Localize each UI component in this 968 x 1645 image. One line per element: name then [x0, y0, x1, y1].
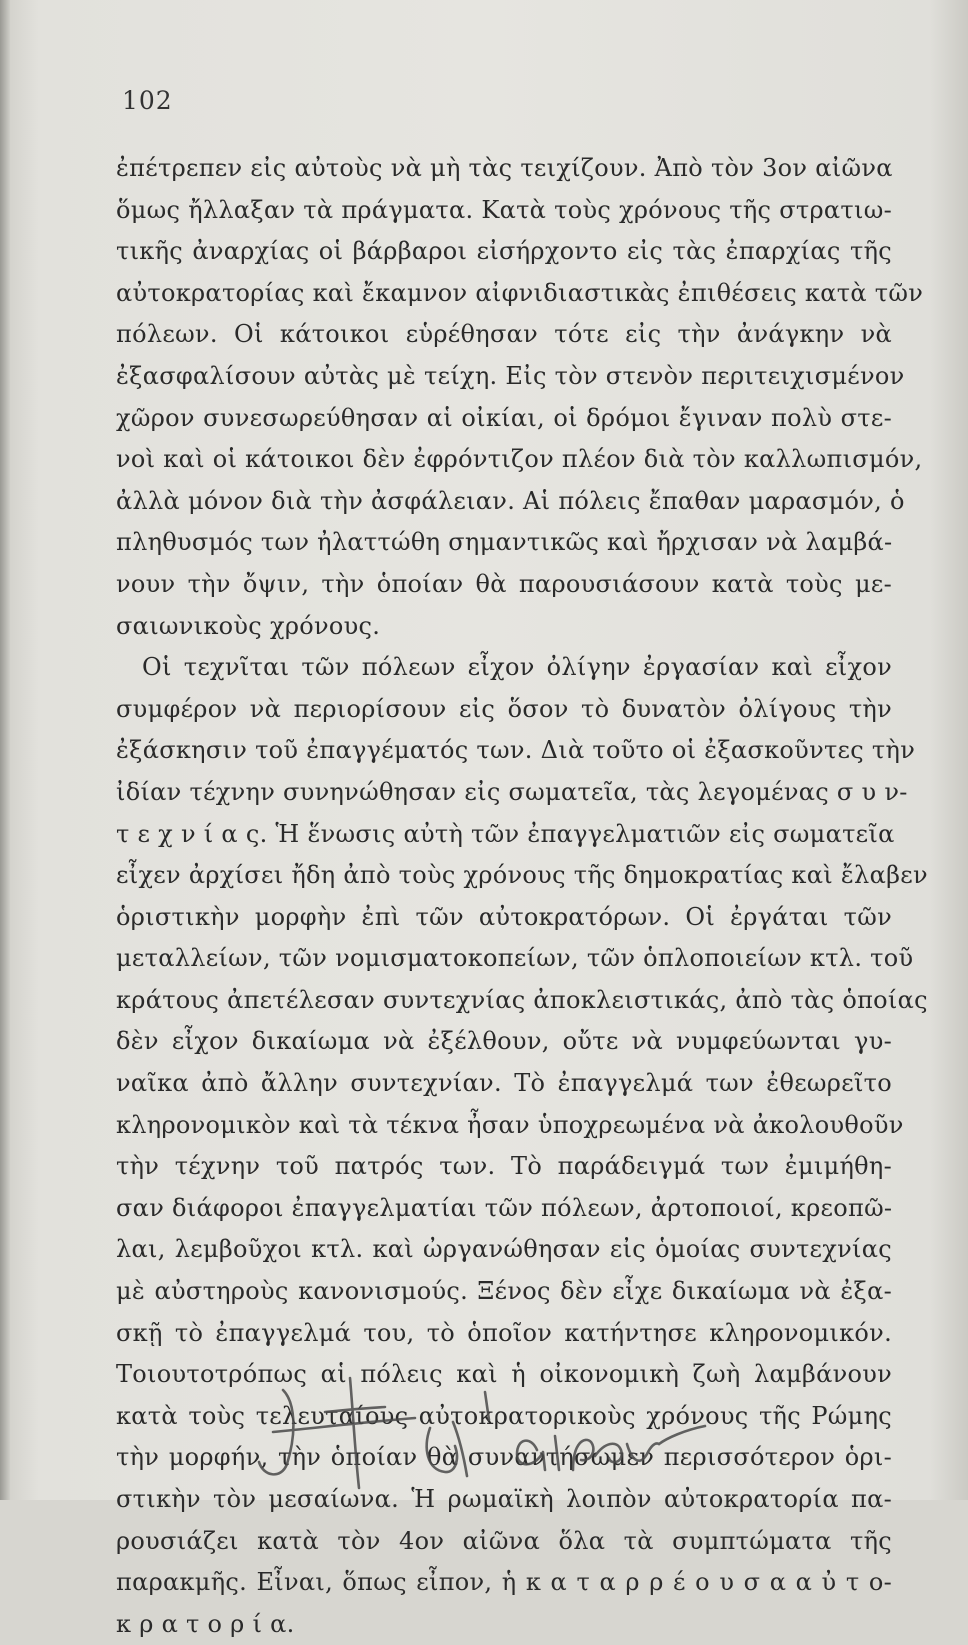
- text-line: εἶχεν ἀρχίσει ἤδη ἀπὸ τοὺς χρόνους τῆς δημοκρατίας καὶ ἔλαβεν: [116, 861, 928, 890]
- text-line: αὐτοκρατορίας καὶ ἔκαμνον αἰφνιδιαστικὰς ἐπιθέσεις κατὰ τῶν: [116, 278, 924, 307]
- text-line: λαι, λεμβοῦχοι κτλ. καὶ ὠργανώθησαν εἰς ὁμοίας συντεχνίας: [116, 1235, 892, 1264]
- text-line: ἀλλὰ μόνον διὰ τὴν ἀσφάλειαν. Αἱ πόλεις ἔπαθαν μαρασμόν, ὁ: [116, 486, 905, 515]
- text-line: τὴν μορφήν, τὴν ὁποίαν θὰ συναντήσωμεν περισσότερον ὁρι-: [116, 1443, 892, 1472]
- text-line: κράτους ἀπετέλεσαν συντεχνίας ἀποκλειστικάς, ἀπὸ τὰς ὁποίας: [116, 985, 928, 1014]
- text-line: ἰδίαν τέχνην συνηνώθησαν εἰς σωματεῖα, τὰς λεγομένας σ υ ν-: [116, 777, 908, 806]
- text-line: πληθυσμός των ἠλαττώθη σημαντικῶς καὶ ἤρχισαν νὰ λαμβά-: [116, 528, 893, 557]
- page-number: 102: [122, 86, 173, 115]
- text-line: ἐπέτρεπεν εἰς αὐτοὺς νὰ μὴ τὰς τειχίζουν. Ἀπὸ τὸν 3ον αἰῶνα: [116, 154, 893, 182]
- text-line: μεταλλείων, τῶν νομισματοκοπείων, τῶν ὁπλοποιείων κτλ. τοῦ: [116, 944, 914, 973]
- text-line: ρουσιάζει κατὰ τὸν 4ον αἰῶνα ὅλα τὰ συμπτώματα τῆς: [116, 1526, 892, 1555]
- text-line: δὲν εἶχον δικαίωμα νὰ ἐξέλθουν, οὔτε νὰ νυμφεύωνται γυ-: [116, 1027, 892, 1056]
- text-line: ὅμως ἤλλαξαν τὰ πράγματα. Κατὰ τοὺς χρόνους τῆς στρατιω-: [116, 195, 892, 224]
- text-line: σαιωνικοὺς χρόνους.: [116, 611, 381, 640]
- text-line: νουν τὴν ὄψιν, τὴν ὁποίαν θὰ παρουσιάσουν κατὰ τοὺς με-: [116, 569, 892, 598]
- text-line: συμφέρον νὰ περιορίσουν εἰς ὅσον τὸ δυνατὸν ὀλίγους τὴν: [116, 694, 892, 723]
- text-line: μὲ αὐστηροὺς κανονισμούς. Ξένος δὲν εἶχε δικαίωμα νὰ ἐξα-: [116, 1277, 892, 1306]
- text-line: σκῇ τὸ ἐπαγγελμά του, τὸ ὁποῖον κατήντησε κληρονομικόν.: [116, 1318, 892, 1347]
- text-line: χῶρον συνεσωρεύθησαν αἱ οἰκίαι, οἱ δρόμοι ἔγιναν πολὺ στε-: [116, 403, 892, 432]
- text-line: τὴν τέχνην τοῦ πατρός των. Τὸ παράδειγμά των ἐμιμήθη-: [116, 1152, 892, 1181]
- text-line: τ ε χ ν ί α ς. Ἡ ἕνωσις αὐτὴ τῶν ἐπαγγελματιῶν εἰς σωματεῖα: [116, 819, 895, 848]
- text-line: ναῖκα ἀπὸ ἄλλην συντεχνίαν. Τὸ ἐπαγγελμά των ἐθεωρεῖτο: [116, 1069, 892, 1098]
- text-line: ἐξασφαλίσουν αὐτὰς μὲ τείχη. Εἰς τὸν στενὸν περιτειχισμένον: [116, 361, 905, 390]
- text-line: ὁριστικὴν μορφὴν ἐπὶ τῶν αὐτοκρατόρων. Οἱ ἐργάται τῶν: [116, 902, 892, 931]
- text-line: κατὰ τοὺς τελευταίους αὐτοκρατορικοὺς χρόνους τῆς Ρώμης: [116, 1401, 892, 1430]
- text-line: σαν διάφοροι ἐπαγγελματίαι τῶν πόλεων, ἀρτοποιοί, κρεοπῶ-: [116, 1193, 893, 1222]
- text-line: στικὴν τὸν μεσαίωνα. Ἡ ρωμαϊκὴ λοιπὸν αὐτοκρατορία πα-: [116, 1485, 892, 1513]
- text-line: κ ρ α τ ο ρ ί α.: [116, 1609, 295, 1638]
- text-line: νοὶ καὶ οἱ κάτοικοι δὲν ἐφρόντιζον πλέον διὰ τὸν καλλωπισμόν,: [116, 445, 923, 474]
- text-line: ἐξάσκησιν τοῦ ἐπαγγέματός των. Διὰ τοῦτο οἱ ἐξασκοῦντες τὴν: [116, 736, 916, 765]
- binding-edge: [0, 0, 10, 1500]
- text-line: Τοιουτοτρόπως αἱ πόλεις καὶ ἡ οἰκονομικὴ ζωὴ λαμβάνουν: [116, 1360, 892, 1389]
- handwritten-signature: [255, 1372, 725, 1492]
- text-line: παρακμῆς. Εἶναι, ὅπως εἶπον, ἡ κ α τ α ρ ρ έ ο υ σ α α ὐ τ ο-: [116, 1568, 892, 1597]
- text-line: πόλεων. Οἱ κάτοικοι εὑρέθησαν τότε εἰς τὴν ἀνάγκην νὰ: [116, 320, 892, 349]
- text-line: κληρονομικὸν καὶ τὰ τέκνα ἦσαν ὑποχρεωμένα νὰ ἀκολουθοῦν: [116, 1110, 904, 1139]
- text-line: τικῆς ἀναρχίας οἱ βάρβαροι εἰσήρχοντο εἰς τὰς ἐπαρχίας τῆς: [116, 237, 892, 266]
- text-line: Οἱ τεχνῖται τῶν πόλεων εἶχον ὀλίγην ἐργασίαν καὶ εἶχον: [142, 653, 892, 682]
